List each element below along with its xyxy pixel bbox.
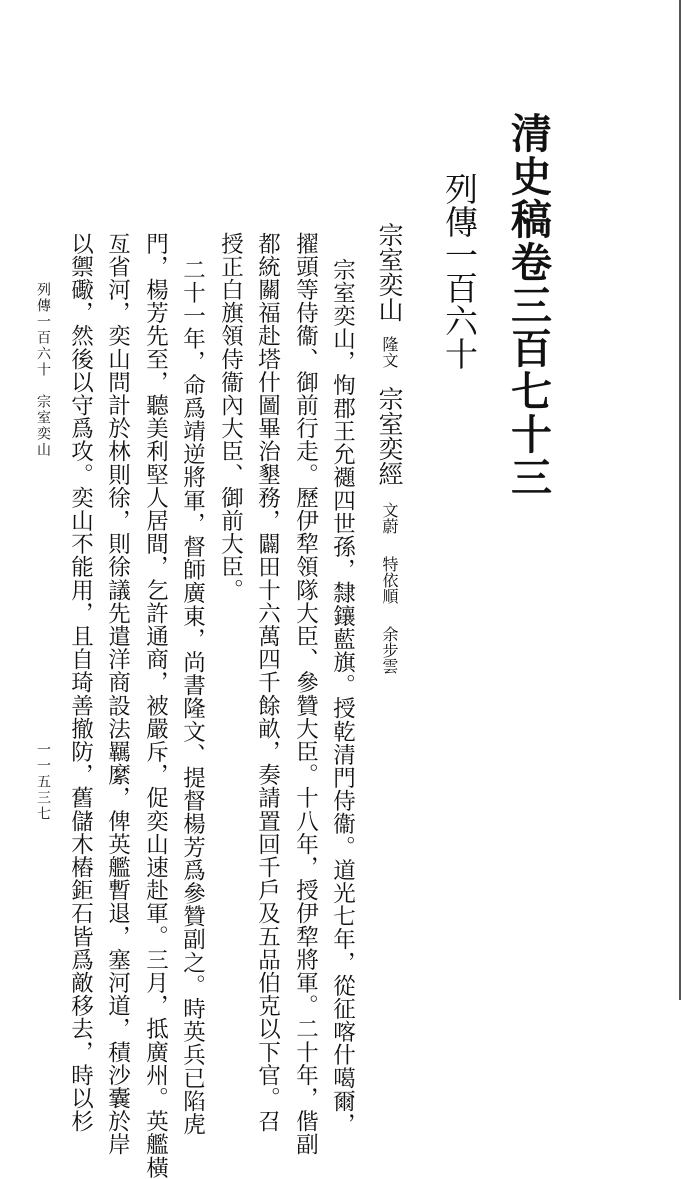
running-title: 列傳一百六十 宗室奕山	[35, 282, 51, 458]
body-column-3: 都統關福赴塔什圖畢治墾務，闢田十六萬四千餘畝，奏請置回千戶及五品伯克以下官。召	[254, 232, 281, 1133]
body-column-7: 亙省河，奕山問計於林則徐，則徐議先遣洋商設法羈縻，俾英艦暫退，塞河道，積沙囊於岸	[104, 232, 131, 1156]
subject-sub-4: 余步雲	[380, 626, 399, 674]
body-column-1: 宗室奕山，恂郡王允禵四世孫，隸鑲藍旗。授乾清門侍衞。道光七年，從征喀什噶爾，	[329, 258, 356, 1136]
subject-main-1: 宗室奕山	[375, 222, 404, 322]
body-column-5: 二十一年，命爲靖逆將軍，督師廣東，尚書隆文、提督楊芳爲參贊副之。時英兵已陷虎	[179, 258, 206, 1136]
book-title: 清史稿卷三百七十三	[504, 112, 552, 499]
subject-sub-3: 特依順	[380, 556, 399, 604]
body-column-2: 擢頭等侍衞、御前行走。歷伊犂領隊大臣、參贊大臣。十八年，授伊犂將軍。二十年，偕副	[292, 232, 319, 1156]
body-column-4: 授正白旗領侍衞內大臣、御前大臣。	[217, 232, 244, 602]
subject-main-2: 宗室奕經	[375, 386, 404, 486]
body-column-6: 門，楊芳先至，聽美利堅人居間，乞許通商，被嚴斥，促奕山速赴軍。三月，抵廣州。英艦橫	[142, 232, 169, 1179]
subject-sub-2: 文蔚	[380, 502, 399, 534]
subject-sub-1: 隆文	[380, 336, 399, 368]
chapter-title: 列傳一百六十	[440, 172, 479, 370]
subject-list	[377, 222, 402, 674]
body-column-8: 以禦礮，然後以守爲攻。奕山不能用，且自琦善撤防，舊儲木樁鉅石皆爲敵移去，時以杉	[67, 232, 94, 1133]
page-number: 一一五三七	[35, 742, 51, 822]
